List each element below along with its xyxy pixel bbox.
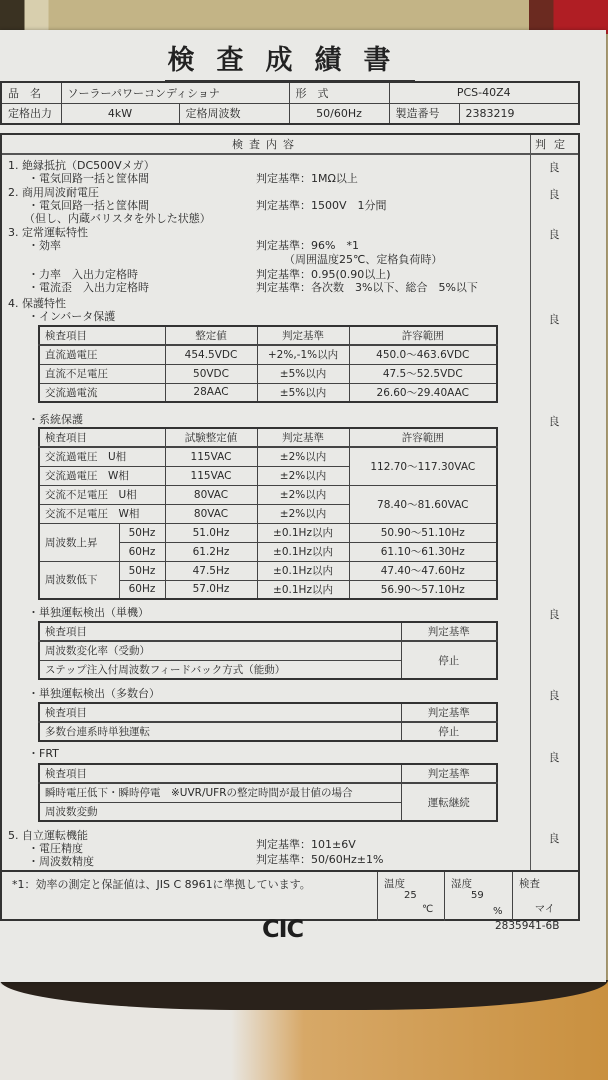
efficiency-criteria: 判定基準：96% *1 [256, 239, 359, 252]
section-2-item: ・電気回路一括と筐体間 [28, 199, 149, 212]
inspection-certificate [0, 30, 606, 982]
col-header: 判定基準 [401, 764, 497, 783]
inspection-header [2, 135, 578, 155]
cell: 停止 [401, 722, 497, 741]
cell: 57.0Hz [165, 580, 257, 599]
table-row [39, 345, 497, 364]
cell: 28AAC [165, 383, 257, 402]
section-1-title: 1. 絶縁抵抗（DC500Vメガ） [8, 159, 155, 172]
model-label: 形 式 [289, 82, 389, 103]
cell: +2%,-1%以内 [257, 345, 349, 364]
section-1-result: 良 [548, 161, 560, 174]
background-table-surface [0, 980, 608, 1080]
islanding-multi-title: ・単独運転検出（多数台） [28, 687, 160, 700]
cell: 61.10〜61.30Hz [349, 542, 497, 561]
table-row [39, 783, 497, 802]
current-distortion-label: ・電流歪 入出力定格時 [28, 281, 149, 294]
cell: ±2%以内 [257, 485, 349, 504]
col-header: 判定基準 [257, 326, 349, 345]
voltage-accuracy-label: ・電圧精度 [28, 842, 83, 855]
grid-protection-title: ・系統保護 [28, 413, 83, 426]
serial-number-label: 製造番号 [389, 103, 459, 124]
cell: 直流過電圧 [39, 345, 165, 364]
cell: ±5%以内 [257, 364, 349, 383]
col-header: 検査項目 [39, 326, 165, 345]
frequency-accuracy-label: ・周波数精度 [28, 855, 94, 868]
cell: 多数台連系時単独運転 [39, 722, 401, 741]
frequency-accuracy-criteria: 判定基準：50/60Hz±1% [256, 853, 384, 866]
cell: 454.5VDC [165, 345, 257, 364]
cell: ±2%以内 [257, 504, 349, 523]
section-2-criteria: 判定基準：1500V 1分間 [256, 199, 387, 212]
cell: 50Hz [119, 523, 165, 542]
header-content-label: 検査内容 [232, 138, 300, 151]
model-value: PCS-40Z4 [389, 82, 579, 103]
efficiency-footnote: *1：効率の測定と保証値は、JIS C 8961に準拠しています。 [12, 878, 311, 891]
table-row [39, 383, 497, 402]
cell: 450.0〜463.6VDC [349, 345, 497, 364]
cell: ステップ注入付周波数フィードバック方式（能動） [39, 660, 401, 679]
cell: 80VAC [165, 485, 257, 504]
islanding-single-result: 良 [548, 608, 560, 621]
col-header: 検査項目 [39, 428, 165, 447]
section-2-title: 2. 商用周波耐電圧 [8, 186, 99, 199]
section-1-item: ・電気回路一括と筐体間 [28, 172, 149, 185]
temperature-value: 25 [404, 890, 417, 901]
cell: 80VAC [165, 504, 257, 523]
inverter-protection-result: 良 [548, 313, 560, 326]
grid-protection-result: 良 [548, 415, 560, 428]
cic-logo: CIC [262, 915, 304, 943]
rated-frequency-label: 定格周波数 [179, 103, 289, 124]
humidity-cell [444, 872, 512, 921]
cell: ±2%以内 [257, 447, 349, 466]
col-header: 判定基準 [257, 428, 349, 447]
section-5-result: 良 [548, 832, 560, 845]
cell: 26.60〜29.40AAC [349, 383, 497, 402]
cell: 47.40〜47.60Hz [349, 561, 497, 580]
voltage-accuracy-criteria: 判定基準：101±6V [256, 838, 356, 851]
col-header: 検査項目 [39, 764, 401, 783]
islanding-single-table [38, 621, 498, 680]
section-5-title: 5. 自立運転機能 [8, 829, 88, 842]
cell: ±0.1Hz以内 [257, 580, 349, 599]
inspector-name: マイ [535, 904, 555, 915]
col-header: 許容範囲 [349, 326, 497, 345]
cell: ±5%以内 [257, 383, 349, 402]
cell: 50VDC [165, 364, 257, 383]
islanding-single-title: ・単独運転検出（単機） [28, 606, 149, 619]
col-header: 判定基準 [401, 703, 497, 722]
cell: 運転継続 [401, 783, 497, 821]
inspector-label: 検査 [519, 878, 540, 890]
cell: 51.0Hz [165, 523, 257, 542]
temperature-cell [377, 872, 444, 921]
table-row [39, 561, 497, 580]
inspector-cell [512, 872, 578, 921]
rated-frequency-value: 50/60Hz [289, 103, 389, 124]
table-row [39, 641, 497, 660]
col-header: 検査項目 [39, 703, 401, 722]
cell: ±2%以内 [257, 466, 349, 485]
temperature-unit: ℃ [422, 904, 434, 915]
cell: 60Hz [119, 580, 165, 599]
cell: ±0.1Hz以内 [257, 542, 349, 561]
cell: ±0.1Hz以内 [257, 523, 349, 542]
humidity-unit: % [493, 906, 503, 917]
table-row [39, 364, 497, 383]
col-header: 判定基準 [401, 622, 497, 641]
table-row [39, 485, 497, 504]
cell: 交流過電流 [39, 383, 165, 402]
section-1-criteria: 判定基準：1MΩ以上 [256, 172, 358, 185]
temperature-label: 温度 [384, 878, 405, 890]
product-info-table [0, 81, 580, 125]
table-row [39, 523, 497, 542]
cell: 周波数変化率（受動） [39, 641, 401, 660]
current-distortion-criteria: 判定基準：各次数 3%以下、総合 5%以下 [256, 281, 478, 294]
humidity-label: 湿度 [451, 878, 472, 890]
cell: 60Hz [119, 542, 165, 561]
cell: 112.70〜117.30VAC [349, 447, 497, 485]
col-header: 検査項目 [39, 622, 401, 641]
product-name-label: 品 名 [1, 82, 61, 103]
rated-output-label: 定格出力 [1, 103, 61, 124]
efficiency-condition: （周囲温度25℃、定格負荷時） [284, 253, 443, 266]
section-3-title: 3. 定常運転特性 [8, 226, 88, 239]
power-factor-criteria: 判定基準：0.95(0.90以上) [256, 268, 391, 281]
frt-result: 良 [548, 751, 560, 764]
document-title: 検査成績書 [165, 44, 415, 82]
cell: 交流不足電圧 U相 [39, 485, 165, 504]
footer-row [2, 870, 578, 919]
section-3-result: 良 [548, 228, 560, 241]
header-judge-label: 判定 [535, 138, 573, 151]
cell: 50Hz [119, 561, 165, 580]
efficiency-label: ・効率 [28, 239, 61, 252]
table-row [39, 722, 497, 741]
cell: 直流不足電圧 [39, 364, 165, 383]
cell: 47.5〜52.5VDC [349, 364, 497, 383]
rated-output-value: 4kW [61, 103, 179, 124]
table-row [39, 447, 497, 466]
cell: 交流過電圧 U相 [39, 447, 165, 466]
cell: 47.5Hz [165, 561, 257, 580]
frt-title: ・FRT [28, 747, 59, 760]
background-wall [0, 0, 608, 34]
cell: 交流過電圧 W相 [39, 466, 165, 485]
cell: 瞬時電圧低下・瞬時停電 ※UVR/UFRの整定時間が最甘値の場合 [39, 783, 401, 802]
product-name: ソーラーパワーコンディショナ [61, 82, 289, 103]
section-2-note: （但し、内蔵バリスタを外した状態） [24, 212, 211, 225]
section-2-result: 良 [548, 188, 560, 201]
col-header: 許容範囲 [349, 428, 497, 447]
inverter-protection-title: ・インバータ保護 [28, 310, 116, 323]
serial-number-value: 2383219 [459, 103, 579, 124]
islanding-multi-result: 良 [548, 689, 560, 702]
document-number: 2835941-6B [495, 920, 560, 932]
cell: 115VAC [165, 447, 257, 466]
cell: 周波数低下 [39, 561, 119, 599]
cell: 78.40〜81.60VAC [349, 485, 497, 523]
cell: 交流不足電圧 W相 [39, 504, 165, 523]
cell: 115VAC [165, 466, 257, 485]
col-header: 整定値 [165, 326, 257, 345]
cell: ±0.1Hz以内 [257, 561, 349, 580]
inspection-content-box [0, 133, 580, 921]
humidity-value: 59 [471, 890, 484, 901]
power-factor-label: ・力率 入出力定格時 [28, 268, 138, 281]
cell: 周波数変動 [39, 802, 401, 821]
frt-table [38, 763, 498, 822]
cell: 周波数上昇 [39, 523, 119, 561]
section-4-title: 4. 保護特性 [8, 297, 66, 310]
cell: 56.90〜57.10Hz [349, 580, 497, 599]
col-header: 試験整定値 [165, 428, 257, 447]
cell: 停止 [401, 641, 497, 679]
cell: 50.90〜51.10Hz [349, 523, 497, 542]
inverter-protection-table [38, 325, 498, 403]
grid-protection-table [38, 427, 498, 600]
cell: 61.2Hz [165, 542, 257, 561]
islanding-multi-table [38, 702, 498, 742]
